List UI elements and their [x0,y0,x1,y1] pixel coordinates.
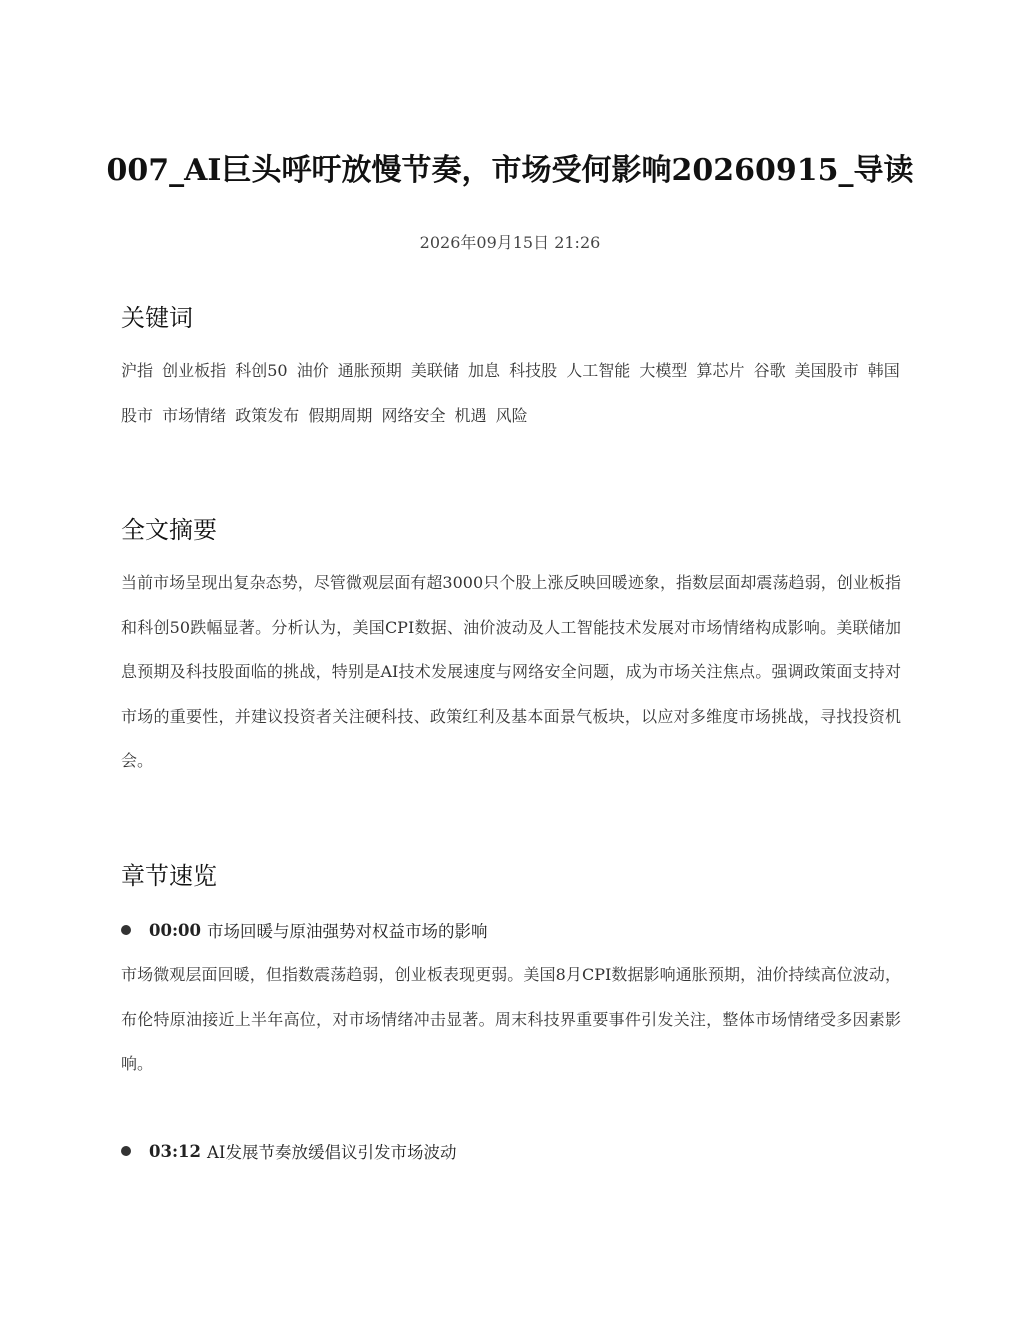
keyword-list [121,349,901,438]
keyword: 美国股市 [794,361,859,380]
keyword: 创业板指 [162,361,227,380]
keyword: 韩国股市 [121,361,900,425]
keyword: 政策发布 [235,405,300,425]
document-title: 007_AI巨头呼吁放慢节奏，市场受何影响20260915_导读 [106,153,914,188]
keyword: 通胀预期 [337,361,402,380]
chapter-text: 市场微观层面回暖，但指数震荡趋弱，创业板表现更弱。美国8月CPI数据影响通胀预期，油价持续高位波动，布伦特原油接近上半年高位，对市场情绪冲击显著。周末科技界重要事件引发关注，整体市场情绪受多因素影响。 [121,965,901,1073]
chapters-heading: 章节速览 [121,862,217,890]
keyword: 大模型 [639,361,688,380]
chapter-title: AI发展节奏放缓倡议引发市场波动 [207,1143,457,1162]
summary-heading: 全文摘要 [121,516,217,544]
keyword: 加息 [468,361,501,380]
keyword: 网络安全 [381,405,446,425]
keyword: 风险 [495,405,528,425]
keyword: 谷歌 [753,361,786,380]
keyword: 市场情绪 [162,405,227,425]
document-date: 2026年09月15日 21:26 [419,233,601,252]
keyword: 科创50 [235,361,288,380]
chapter-timestamp: 03:12 [149,1141,202,1161]
chapter-timestamp: 00:00 [149,920,202,940]
keyword: 美联储 [410,361,459,380]
keyword: 机遇 [454,405,487,425]
keyword: 算芯片 [696,361,745,380]
keyword: 假期周期 [308,405,373,425]
chapter-title: 市场回暖与原油强势对权益市场的影响 [207,922,488,941]
keyword: 油价 [296,361,329,380]
keyword: 人工智能 [566,361,631,380]
keyword: 沪指 [121,361,154,380]
keyword: 科技股 [509,361,558,380]
bullet-icon [121,1146,131,1156]
chapter-item [121,1136,456,1166]
chapter-item [121,915,488,945]
summary-text: 当前市场呈现出复杂态势，尽管微观层面有超3000只个股上涨反映回暖迹象，指数层面却震荡趋弱，创业板指和科创50跌幅显著。分析认为，美国CPI数据、油价波动及人工智能技术发展对市场情绪构成影响。美联储加息预期及科技股面临的挑战，特别是AI技术发展速度与网络安全问题，成为市场关注焦点。强调政策面支持对市场的重要性，并建议投资者关注硬科技、政策红利及基本面景气板块，以应对多维度市场挑战，寻找投资机会。 [121,573,901,770]
bullet-icon [121,925,131,935]
keywords-heading: 关键词 [121,304,193,332]
